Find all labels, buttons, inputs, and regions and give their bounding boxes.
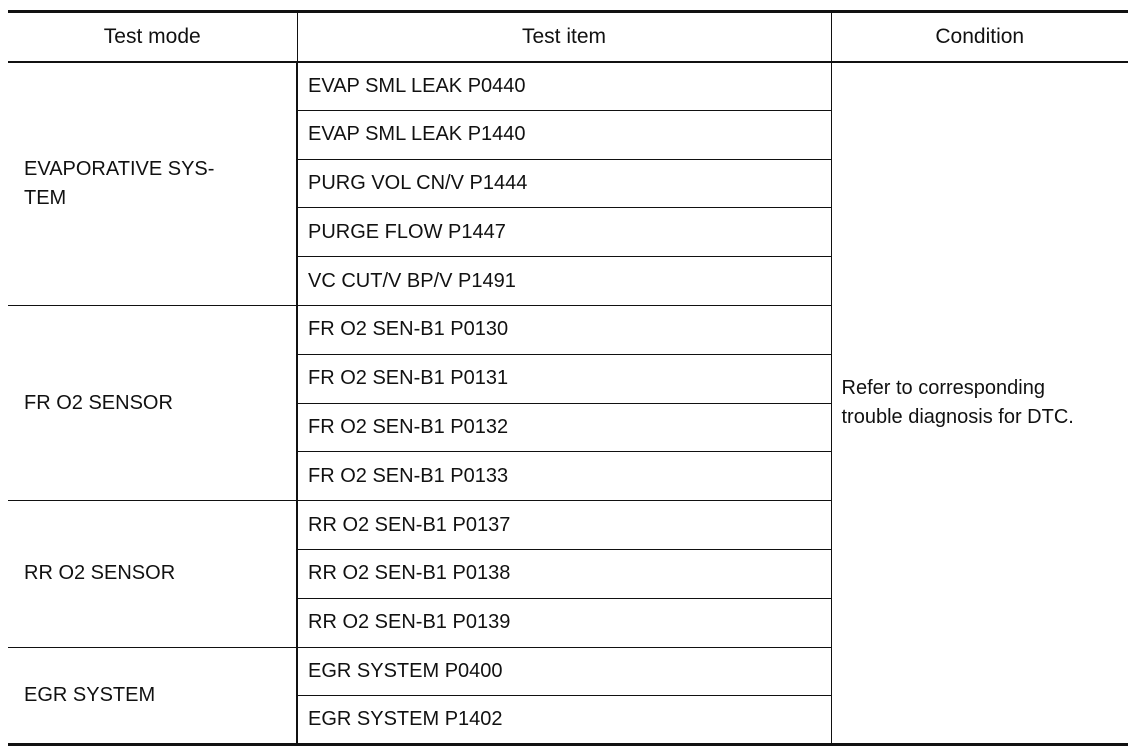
test-mode-cell: EGR SYSTEM [8,647,297,745]
test-item-cell: EGR SYSTEM P1402 [297,696,831,745]
test-item-cell: VC CUT/V BP/V P1491 [297,257,831,306]
test-mode-cell: RR O2 SENSOR [8,501,297,647]
test-item-cell: RR O2 SEN-B1 P0139 [297,598,831,647]
table-row [8,62,1128,111]
condition-cell: Refer to corresponding trouble diagnosis for DTC. [831,62,1128,745]
test-item-cell: EGR SYSTEM P0400 [297,647,831,696]
test-item-cell: FR O2 SEN-B1 P0132 [297,403,831,452]
test-item-cell: FR O2 SEN-B1 P0131 [297,354,831,403]
table-header-row [8,12,1128,62]
test-item-cell: FR O2 SEN-B1 P0130 [297,305,831,354]
table-body [8,62,1128,745]
test-item-cell: FR O2 SEN-B1 P0133 [297,452,831,501]
test-item-cell: RR O2 SEN-B1 P0137 [297,501,831,550]
test-mode-cell: EVAPORATIVE SYS- TEM [8,62,297,306]
header-test-item: Test item [297,12,831,62]
test-item-cell: RR O2 SEN-B1 P0138 [297,549,831,598]
header-condition: Condition [831,12,1128,62]
test-mode-cell: FR O2 SENSOR [8,305,297,500]
test-item-cell: PURGE FLOW P1447 [297,208,831,257]
test-item-cell: EVAP SML LEAK P1440 [297,110,831,159]
test-item-cell: PURG VOL CN/V P1444 [297,159,831,208]
test-mode-table [8,10,1128,746]
header-test-mode: Test mode [8,12,297,62]
test-item-cell: EVAP SML LEAK P0440 [297,62,831,111]
